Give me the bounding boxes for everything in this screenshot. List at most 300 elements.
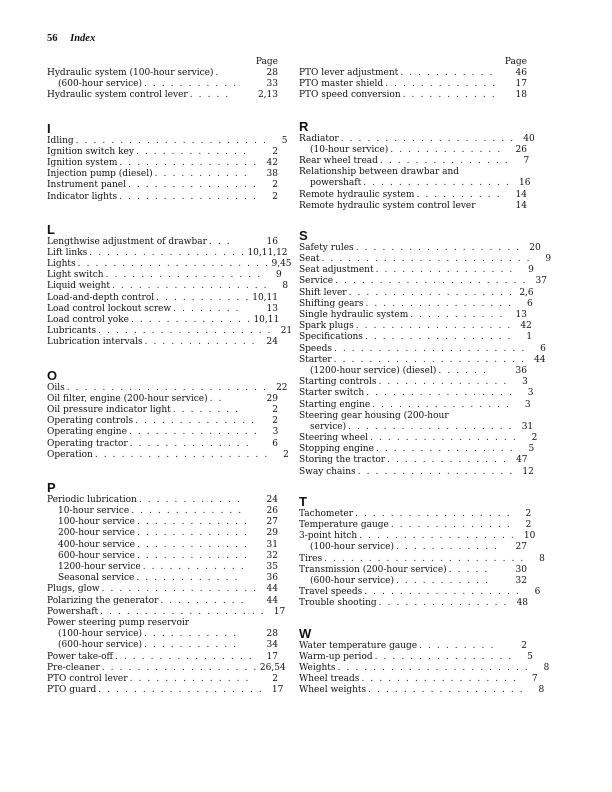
dot-leader: . . . . . . . . . . . . . . . . . .: [361, 674, 518, 685]
dot-leader: . . . . . . . . . . . . .: [385, 79, 497, 90]
index-entry: [299, 399, 531, 411]
entry-page-number: 5: [527, 651, 533, 662]
index-entry: [47, 293, 278, 304]
dot-leader: . .: [209, 393, 223, 404]
entry-label: Seat: [299, 254, 320, 265]
dot-leader: .: [215, 68, 220, 78]
index-entry: [47, 169, 278, 180]
index-entry: [47, 416, 278, 427]
index-entry: [47, 640, 278, 651]
section-letter: R: [299, 118, 309, 134]
entry-page-number: 2: [272, 416, 278, 427]
dot-leader: . . . . . . . . . . . . . . . . . .: [357, 466, 514, 477]
index-entry: [299, 662, 550, 674]
index-entry: [47, 540, 278, 551]
entry-page-number: 5: [528, 444, 535, 455]
index-entry: [47, 270, 282, 281]
index-entry: [47, 135, 288, 147]
index-entry: [47, 596, 278, 607]
entry-page-number: 30: [515, 564, 527, 575]
entry-page-number: 9,45: [271, 259, 292, 270]
dot-leader: . . . . . . . . . . . . . . . .: [119, 157, 258, 168]
index-entry: [47, 247, 288, 259]
entry-page-number: 42: [266, 157, 278, 168]
entry-label: Remote hydraulic system: [299, 189, 415, 200]
index-entry: [299, 321, 532, 332]
entry-page-number: 8: [543, 662, 550, 673]
entry-page-number: 2: [521, 640, 527, 651]
entry-label: Relationship between drawbar and: [299, 167, 460, 178]
entry-page-number: 8: [538, 685, 545, 696]
dot-leader: . . . . . . . . . . . . . . . .: [374, 651, 513, 662]
entry-label: Lengthwise adjustment of drawbar: [47, 236, 207, 247]
entry-page-number: 27: [515, 542, 527, 553]
entry-label: (600-hour service): [58, 640, 142, 651]
dot-leader: . . . . . . . . . . . . . . . .: [375, 265, 514, 276]
index-entry: [47, 326, 293, 337]
entry-label: Water temperature gauge: [299, 640, 418, 651]
index-entry: [299, 455, 527, 466]
dot-leader: . . . . . . . . . . . . . . . . .: [365, 298, 513, 309]
index-entry: [299, 685, 545, 696]
entry-page-number: 17: [271, 685, 284, 696]
dot-leader: . . . . .: [448, 564, 489, 575]
dot-leader: . . . . . . . . . . . . . .: [129, 673, 251, 684]
index-entry: [47, 506, 278, 517]
index-entry: [47, 281, 289, 292]
dot-leader: . . . . . . . . . . . . . . . . . . .: [348, 421, 514, 432]
page-column-label: Page: [504, 57, 527, 67]
dot-leader: . . . . . . . . . . . . . . . . . .: [364, 587, 521, 598]
entry-label: Lift links: [47, 247, 88, 258]
entry-page-number: 7: [523, 155, 530, 166]
entry-page-number: 9: [275, 270, 282, 281]
dot-leader: . . . . . . . . . . . . . . . . . .: [355, 508, 512, 519]
entry-label: Starting engine: [299, 399, 371, 410]
index-entry: [299, 542, 527, 553]
entry-label: Light switch: [47, 270, 104, 281]
dot-leader: . . . . . . . . . . . . . . . . . . . . . .: [333, 343, 526, 354]
dot-leader: . . . . . . . . . . . . .: [136, 550, 249, 561]
index-entry: [47, 629, 278, 640]
dot-leader: . . . . . . . . . . . . . . . . . . .: [98, 685, 264, 696]
entry-label: Starter: [299, 354, 332, 365]
dot-leader: . . . . .: [189, 90, 230, 101]
index-entry: [299, 242, 541, 254]
index-entry: [47, 192, 278, 203]
dot-leader: . . . . . . . . . . . . . .: [129, 438, 251, 449]
entry-page-number: 8: [539, 553, 545, 564]
entry-label: Starting controls: [299, 377, 377, 388]
index-entry: [47, 337, 278, 348]
entry-label: Operation: [47, 449, 93, 460]
entry-label: Oil filter, engine (200-hour service): [47, 393, 208, 404]
index-entry: [299, 201, 527, 212]
entry-page-number: 31: [266, 539, 278, 550]
entry-label: Steering gear housing (200-hour: [299, 410, 449, 421]
index-entry: [47, 382, 288, 394]
entry-label: Powershaft: [47, 606, 99, 617]
entry-page-number: 1: [526, 332, 533, 343]
index-entry: [299, 265, 534, 276]
dot-leader: . . . . . . . . . . . . . . . . . . . . . . . .: [321, 254, 532, 265]
index-entry: [47, 573, 278, 584]
dot-leader: . . . . . . . . . . . . . . . . . .: [355, 321, 512, 332]
dot-leader: . . . . . . . .: [173, 303, 241, 314]
dot-leader: . . . . . . . . . . . . . . . .: [372, 399, 511, 410]
dot-leader: . . . . . . . . . . . . . . . . . . .: [100, 606, 266, 617]
index-entry: [299, 287, 534, 299]
entry-label: (10-hour service): [310, 144, 389, 155]
entry-label: Operating engine: [47, 427, 127, 438]
entry-label: 10-hour service: [58, 506, 130, 517]
dot-leader: . . . . . . . . . . . . . . . . . . .: [355, 242, 521, 253]
entry-page-number: 18: [515, 90, 527, 101]
index-entry: [47, 315, 278, 326]
dot-leader: . . . . . . . . . . .: [396, 575, 490, 586]
index-entry: [299, 598, 527, 609]
index-entry: [47, 68, 278, 79]
index-entry: [47, 79, 278, 90]
page-number: 56: [47, 33, 58, 44]
entry-label: 600-hour service: [58, 550, 135, 561]
dot-leader: . . . . . . . . . . . . . . . . .: [364, 332, 513, 343]
entry-label: 200-hour service: [58, 528, 135, 539]
entry-label: Pre-cleaner: [47, 662, 100, 673]
entry-page-number: 6: [272, 438, 278, 449]
entry-label: Spark plugs: [299, 321, 354, 332]
section-spacer: [299, 610, 527, 627]
entry-page-number: 5: [281, 135, 288, 146]
dot-leader: . . . . . . . . . . . . . .: [390, 520, 512, 530]
entry-label: Lubricants: [47, 326, 97, 337]
dot-leader: . . . . . . . . . . . . . . . . .: [366, 388, 514, 399]
dot-leader: . . . . . .: [438, 365, 488, 376]
entry-label: service): [310, 421, 347, 432]
dot-leader: . . . . . . . . . . .: [156, 292, 250, 303]
index-entry: [299, 388, 534, 399]
section-letter: T: [299, 493, 307, 509]
index-entry: [299, 178, 531, 189]
entry-page-number: 48: [516, 598, 529, 609]
entry-page-number: 26,54: [259, 662, 286, 673]
entry-page-number: 44: [266, 584, 278, 595]
entry-label: Power take-off: [47, 651, 113, 662]
entry-page-number: 8: [282, 281, 289, 292]
index-entry: [299, 411, 527, 422]
index-entry: [47, 237, 278, 248]
dot-leader: . . . . . . . . . . .: [144, 79, 238, 90]
entry-page-number: 20: [529, 242, 541, 253]
entry-label: 100-hour service: [58, 517, 135, 528]
entry-label: (1200-hour service) (diesel): [310, 365, 437, 376]
index-entry: [299, 466, 534, 478]
dot-leader: . . . . . . . . . . .: [402, 90, 497, 101]
dot-leader: . . . . . . . . . . . . . . . . . . . . . .: [77, 259, 270, 270]
entry-label: Plugs, glow: [47, 584, 100, 595]
index-entry: [299, 90, 527, 101]
entry-label: Weights: [299, 662, 336, 673]
entry-page-number: 36: [266, 573, 278, 584]
entry-page-number: 26: [266, 506, 278, 517]
index-entry: [299, 190, 527, 201]
entry-label: 3-point hitch: [299, 531, 358, 542]
entry-page-number: 2: [531, 433, 538, 444]
entry-label: Shift lever: [299, 287, 347, 298]
entry-label: Lights: [47, 259, 76, 270]
entry-page-number: 12: [522, 466, 534, 477]
entry-label: Shifting gears: [299, 298, 364, 309]
entry-page-number: 9: [528, 265, 534, 276]
section-letter: O: [47, 367, 58, 383]
entry-page-number: 10,11: [253, 315, 280, 325]
section-letter: L: [47, 221, 55, 237]
dot-leader: . . . . . . . . . . . . . . .: [379, 155, 510, 166]
dot-leader: . . . . . . . . . . . . . . . . . . . .: [98, 326, 273, 337]
entry-label: Trouble shooting: [299, 598, 377, 609]
index-entry: [47, 517, 278, 528]
index-entry: [299, 354, 546, 366]
index-entry: [47, 90, 278, 101]
index-entry: [299, 421, 534, 433]
index-entry: [299, 167, 527, 178]
entry-page-number: 2: [272, 404, 278, 415]
section-letter: I: [47, 120, 51, 136]
dot-leader: . . . . . . . . . . . . . . . .: [375, 444, 515, 455]
entry-label: Tachometer: [299, 508, 354, 519]
index-entry: [299, 343, 546, 355]
entry-label: Specifications: [299, 332, 363, 343]
entry-page-number: 3: [527, 388, 534, 399]
entry-page-number: 17: [273, 606, 286, 617]
index-entry: [47, 685, 284, 696]
entry-page-number: 42: [520, 321, 532, 332]
dot-leader: . . . . . . . . . . . . . . . . . .: [101, 662, 258, 673]
dot-leader: . . . . . . . . . . . . . . . . . . .: [348, 287, 514, 298]
entry-label: Lubrication intervals: [47, 337, 143, 348]
dot-leader: . . . . . . . . . . . .: [136, 573, 239, 584]
entry-label: Wheel weights: [299, 685, 367, 696]
index-entry: [299, 587, 541, 598]
index-entry: [299, 531, 536, 542]
entry-label: Oils: [47, 382, 65, 393]
entry-page-number: 3: [524, 399, 531, 410]
entry-page-number: 27: [266, 517, 278, 528]
dot-leader: . . . . . . . . . . .: [144, 640, 238, 651]
entry-page-number: 28: [266, 68, 278, 78]
index-entry: [47, 562, 278, 573]
dot-leader: . . . . . . . . . . . .: [396, 542, 499, 553]
entry-page-number: 24: [266, 494, 278, 505]
entry-page-number: 26: [515, 144, 527, 155]
index-entry: [47, 304, 278, 315]
entry-page-number: 21: [280, 326, 293, 337]
dot-leader: . . . . . . . . . . . . . . . . . .: [368, 685, 525, 696]
dot-leader: . . . . . . . . . . . . . . . . . . . .: [340, 133, 515, 144]
dot-leader: . . . . . . . . . . . . . . . . . .: [101, 584, 258, 595]
entry-label: 1200-hour service: [58, 562, 141, 572]
dot-leader: . . . . . . . . . . . . . . . . . .: [89, 247, 246, 258]
entry-label: Operating controls: [47, 416, 134, 427]
dot-leader: . . . . . . . . . . . . .: [136, 528, 249, 539]
entry-label: Liquid weight: [47, 281, 110, 292]
entry-label: (600-hour service): [310, 575, 394, 586]
entry-page-number: 40: [523, 133, 535, 144]
index-column-left: [47, 57, 293, 696]
dot-leader: . . . . . . . . . . . . . . . .: [119, 191, 258, 202]
index-entry: [299, 508, 532, 520]
entry-label: Indicator lights: [47, 191, 118, 202]
entry-label: Idling: [47, 135, 74, 146]
entry-page-number: 29: [266, 393, 278, 404]
entry-page-number: 6: [540, 343, 546, 354]
index-entry: [47, 147, 278, 158]
dot-leader: . . . . . . . . . . . . . . . . . .: [105, 270, 262, 281]
entry-page-number: 16: [519, 178, 531, 189]
index-entry: [299, 310, 527, 321]
entry-page-number: 2,13: [257, 90, 278, 101]
entry-label: PTO guard: [47, 685, 97, 696]
entry-page-number: 2: [272, 191, 278, 202]
dot-leader: . . . . . . . . . . .: [400, 68, 494, 78]
entry-label: Rear wheel tread: [299, 155, 378, 166]
dot-leader: . . . . . . . . . . . .: [138, 494, 242, 505]
index-entry: [47, 180, 278, 191]
dot-leader: . . . . . . . . . . . . . . . . . . . .: [94, 449, 269, 460]
entry-label: Load-and-depth control: [47, 292, 155, 303]
dot-leader: . . . . . . . . . . . . . . .: [378, 598, 509, 609]
dot-leader: . . .: [208, 236, 232, 247]
section-letter: P: [47, 479, 56, 495]
index-entry: [47, 618, 278, 629]
index-entry: [47, 606, 286, 618]
index-entry: [299, 674, 538, 685]
page-header: [47, 33, 95, 44]
entry-label: Instrument panel: [47, 180, 126, 191]
dot-leader: . . . . . . . . . . .: [144, 629, 238, 640]
entry-page-number: 3: [522, 377, 528, 388]
index-entry: [47, 259, 292, 270]
entry-label: Radiator: [299, 133, 339, 144]
index-entry: [47, 674, 278, 685]
entry-label: Hydraulic system (100-hour service): [47, 68, 214, 78]
dot-leader: . . . . . . . . . . . . . . . . .: [370, 433, 518, 444]
entry-label: Single hydraulic system: [299, 310, 409, 320]
entry-page-number: 44: [266, 595, 278, 606]
entry-page-number: 2: [272, 673, 278, 684]
dot-leader: . . . . . . . . . . . . . . .: [127, 180, 258, 191]
index-entry: [299, 433, 538, 444]
entry-page-number: 32: [515, 575, 527, 586]
index-entry: [299, 155, 530, 167]
entry-label: PTO lever adjustment: [299, 68, 399, 78]
entry-page-number: 2: [272, 146, 278, 157]
entry-label: 400-hour service: [58, 539, 135, 550]
entry-page-number: 34: [266, 640, 278, 651]
dot-leader: . . . . . . . . . . . . . . . . . . . . . .: [333, 354, 526, 365]
entry-page-number: 14: [515, 200, 527, 211]
entry-label: Load control yoke: [47, 315, 129, 325]
dot-leader: . . . . . . . . . . . .: [142, 562, 246, 572]
entry-label: Warm-up period: [299, 651, 373, 662]
entry-page-number: 46: [515, 68, 527, 78]
index-entry: [47, 662, 286, 674]
section-letter: W: [299, 625, 312, 641]
index-entry: [299, 565, 527, 576]
dot-leader: . . . . . . . . . . . . . . . . . . . . . .: [337, 662, 530, 673]
entry-page-number: 6: [534, 587, 541, 598]
entry-page-number: 47: [516, 455, 528, 466]
section-letter: S: [299, 227, 308, 243]
dot-leader: . . . . . . . . .: [419, 640, 495, 651]
section-spacer: [47, 102, 278, 122]
index-entry: [299, 444, 535, 455]
section-spacer: [47, 461, 278, 481]
entry-page-number: 37: [535, 276, 547, 287]
dot-leader: . . . . . . . . . . .: [410, 310, 504, 320]
entry-label: Injection pump (diesel): [47, 169, 153, 180]
dot-leader: . . . . . . . . . . . . . . . . . . . . . . .: [66, 382, 268, 393]
dot-leader: . . . . . . . . . . . . .: [135, 146, 248, 157]
entry-page-number: 2: [525, 508, 532, 519]
dot-leader: . . . . . . . . . . . . .: [390, 144, 502, 155]
entry-label: Hydraulic system control lever: [47, 90, 188, 101]
entry-page-number: 9: [545, 254, 552, 265]
section-spacer: [47, 349, 278, 369]
entry-page-number: 22: [276, 382, 288, 393]
index-entry: [47, 584, 278, 595]
index-entry: [299, 79, 527, 90]
entry-label: Power steering pump reservoir: [47, 617, 190, 628]
entry-label: Remote hydraulic system control lever: [299, 200, 476, 211]
dot-leader: . . . . . . . . . . . . . . . . . . . . . .: [335, 276, 527, 287]
dot-leader: . . . . . . . . . . . . . . .: [378, 377, 508, 388]
entry-label: Polarizing the generator: [47, 595, 159, 606]
index-entry: [47, 439, 278, 450]
index-entry: [299, 298, 533, 310]
index-entry: [47, 158, 278, 169]
entry-page-number: 17: [515, 79, 527, 90]
entry-label: powershaft: [310, 178, 362, 189]
entry-label: Operating tractor: [47, 438, 128, 449]
entry-page-number: 2: [525, 520, 532, 530]
dot-leader: . . . . . . . . . . . . . . . .: [114, 651, 254, 662]
entry-page-number: 29: [266, 528, 278, 539]
section-spacer: [47, 203, 278, 223]
dot-leader: . . . . . . . . . .: [160, 595, 246, 606]
index-entry: [299, 553, 545, 565]
dot-leader: . . . . . . . . . . . . . . . . . .: [112, 281, 269, 292]
entry-label: (100-hour service): [58, 629, 142, 640]
index-entry: [299, 276, 547, 287]
entry-page-number: 2: [283, 449, 289, 460]
entry-page-number: 38: [266, 169, 278, 180]
index-entry: [47, 394, 278, 405]
dot-leader: . . . . . . . . . . . . . . .: [128, 427, 259, 438]
entry-label: Travel speeds: [299, 587, 363, 598]
section-spacer: [299, 102, 527, 120]
entry-label: PTO control lever: [47, 673, 128, 684]
entry-label: Load control lockout screw: [47, 303, 172, 314]
entry-page-number: 24: [266, 337, 278, 348]
index-entry: [47, 449, 289, 461]
page-column-label: Page: [255, 57, 278, 67]
entry-label: Tires: [299, 553, 323, 564]
index-entry: [299, 377, 527, 388]
entry-label: Temperature gauge: [299, 520, 389, 530]
entry-label: Oil pressure indicator light: [47, 404, 171, 415]
entry-page-number: 17: [266, 651, 278, 662]
